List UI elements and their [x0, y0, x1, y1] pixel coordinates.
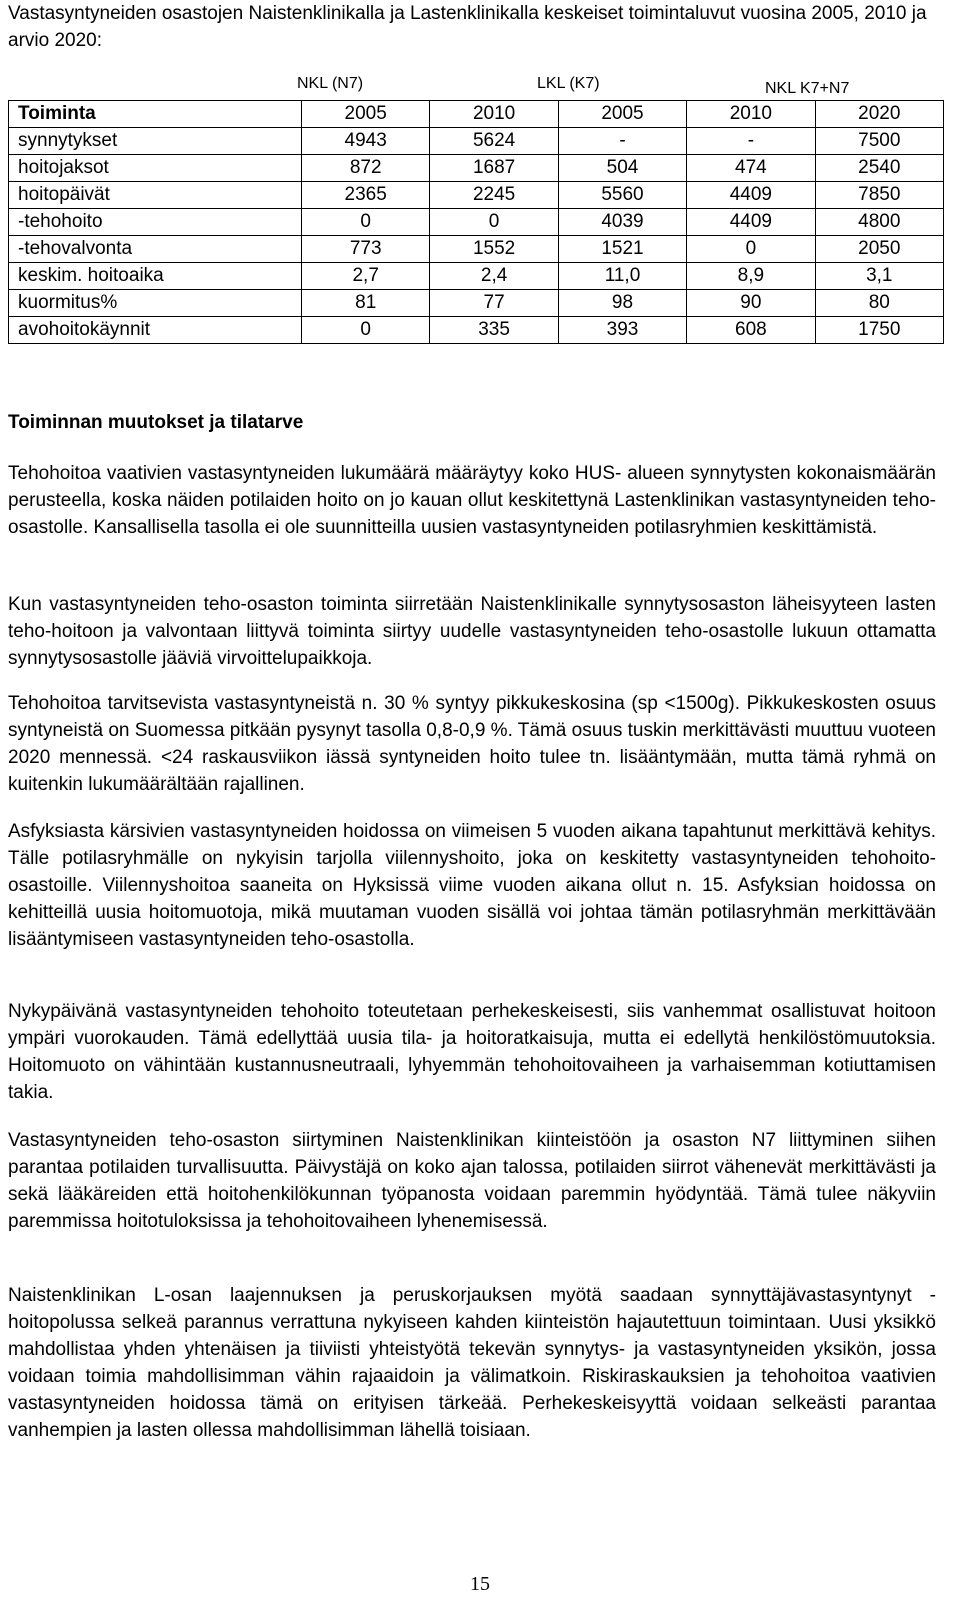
column-header: 2005	[302, 101, 430, 128]
table-cell: 0	[302, 317, 430, 344]
section-heading: Toiminnan muutokset ja tilatarve	[8, 412, 304, 433]
group-header-combined: NKL K7+N7	[765, 80, 850, 97]
table-cell: -	[687, 128, 815, 155]
table-cell: 77	[430, 290, 558, 317]
row-label: hoitopäivät	[9, 182, 302, 209]
page-number: 15	[470, 1573, 490, 1595]
table-cell: 773	[302, 236, 430, 263]
column-header: Toiminta	[9, 101, 302, 128]
column-header: 2020	[815, 101, 943, 128]
table-cell: 335	[430, 317, 558, 344]
table-header-row	[9, 101, 944, 128]
table-row	[9, 209, 944, 236]
table-cell: 1750	[815, 317, 943, 344]
table-cell: 4943	[302, 128, 430, 155]
table-row	[9, 182, 944, 209]
row-label: -tehohoito	[9, 209, 302, 236]
table-cell: 7850	[815, 182, 943, 209]
column-header: 2010	[430, 101, 558, 128]
table-cell: 2,7	[302, 263, 430, 290]
table-cell: 393	[558, 317, 686, 344]
table-cell: 11,0	[558, 263, 686, 290]
table-cell: 98	[558, 290, 686, 317]
table-cell: 3,1	[815, 263, 943, 290]
group-header-lkl: LKL (K7)	[537, 75, 600, 92]
row-label: avohoitokäynnit	[9, 317, 302, 344]
column-header: 2005	[558, 101, 686, 128]
table-cell: 474	[687, 155, 815, 182]
table-cell: 2245	[430, 182, 558, 209]
table-row	[9, 317, 944, 344]
table-cell: 4409	[687, 209, 815, 236]
body-paragraph: Kun vastasyntyneiden teho-osaston toiminta siirretään Naistenklinikalle synnytysosaston läheisyyteen lasten teho-hoitoon ja valvontaan liittyvä toiminta siirtyy uudelle vastasyntyneiden teho-osastolle lukuun ottamatta synnytysosastolle jääviä virvoittelupaikkoja.	[8, 594, 936, 669]
table-cell: 872	[302, 155, 430, 182]
table-cell: 4409	[687, 182, 815, 209]
table-cell: 2050	[815, 236, 943, 263]
body-paragraph: Asfyksiasta kärsivien vastasyntyneiden hoidossa on viimeisen 5 vuoden aikana tapahtunut merkittävä kehitys. Tälle potilasryhmälle on nykyisin tarjolla viilennyshoito, joka on keskitetty vastasyntyneiden tehohoito-osastoille. Viilennyshoitoa saaneita on Hyksissä viime vuoden aikana ollut n. 15. Asfyksian hoidossa on kehitteillä uusia hoitomuotoja, mikä muutaman vuoden sisällä voi johtaa tämän potilasryhmän merkittävään lisääntymiseen vastasyntyneiden teho-osastolla.	[8, 821, 936, 950]
body-paragraph: Tehohoitoa tarvitsevista vastasyntyneistä n. 30 % syntyy pikkukeskosina (sp <1500g). Pikkukeskosten osuus syntyneistä on Suomessa pitkään pysynyt tasolla 0,8-0,9 %. Tämä osuus tuskin merkittävästi muuttuu vuoteen 2020 mennessä. <24 raskausviikon iässä syntyneiden hoito tulee tn. lisääntymään, mutta tämä ryhmä on kuitenkin lukumäärältään rajallinen.	[8, 693, 936, 795]
table-cell: 81	[302, 290, 430, 317]
table-row	[9, 155, 944, 182]
body-paragraph: Naistenklinikan L-osan laajennuksen ja peruskorjauksen myötä saadaan synnyttäjävastasyntynyt - hoitopolussa selkeä parannus verrattuna nykyiseen kahden kiinteistön hajautettuun toimintaan. Uusi yksikkö mahdollistaa yhden yhtenäisen ja tiiviisti yhteistyötä tekevän synnytys- ja vastasyntyneiden yksikön, jossa voidaan toimia mahdollisimman vähin rajaaidoin ja välimatkoin. Riskiraskauksien ja tehohoitoa vaativien vastasyntyneiden hoidossa tämä on erityisen tärkeää. Perhekeskeisyyttä voidaan selkeästi parantaa vanhempien ja lasten ollessa mahdollisimman lähellä toisiaan.	[8, 1285, 936, 1441]
row-label: kuormitus%	[9, 290, 302, 317]
row-label: keskim. hoitoaika	[9, 263, 302, 290]
table-body	[9, 128, 944, 344]
table-cell: -	[558, 128, 686, 155]
table-cell: 1552	[430, 236, 558, 263]
table-cell: 0	[302, 209, 430, 236]
intro-text: Vastasyntyneiden osastojen Naistenklinikalla ja Lastenklinikalla keskeiset toimintaluvut vuosina 2005, 2010 ja arvio 2020:	[8, 3, 927, 51]
table-cell: 7500	[815, 128, 943, 155]
table-cell: 4800	[815, 209, 943, 236]
table-row	[9, 290, 944, 317]
row-label: hoitojaksot	[9, 155, 302, 182]
table-cell: 0	[430, 209, 558, 236]
table-row	[9, 263, 944, 290]
table-row	[9, 236, 944, 263]
row-label: -tehovalvonta	[9, 236, 302, 263]
table-cell: 2540	[815, 155, 943, 182]
table-cell: 5560	[558, 182, 686, 209]
column-header: 2010	[687, 101, 815, 128]
table-cell: 80	[815, 290, 943, 317]
body-paragraph: Tehohoitoa vaativien vastasyntyneiden lukumäärä määräytyy koko HUS- alueen synnytysten kokonaismäärän perusteella, koska näiden potilaiden hoito on jo kauan ollut keskitettynä Lastenklinikan vastasyntyneiden teho-osastolle. Kansallisella tasolla ei ole suunnitteilla uusien vastasyntyneiden potilasryhmien keskittämistä.	[8, 463, 936, 538]
table-cell: 1521	[558, 236, 686, 263]
table-cell: 504	[558, 155, 686, 182]
body-paragraph: Vastasyntyneiden teho-osaston siirtyminen Naistenklinikan kiinteistöön ja osaston N7 liittyminen siihen parantaa potilaiden turvallisuutta. Päivystäjä on koko ajan talossa, potilaiden siirrot vähenevät merkittävästi ja sekä lääkäreiden että hoitohenkilökunnan työpanosta voidaan paremmin hyödyntää. Tämä tulee näkyviin paremmissa hoitotuloksissa ja tehohoitovaiheen lyhenemisessä.	[8, 1130, 936, 1232]
table-cell: 1687	[430, 155, 558, 182]
table-cell: 4039	[558, 209, 686, 236]
body-paragraph: Nykypäivänä vastasyntyneiden tehohoito toteutetaan perhekeskeisesti, siis vanhemmat osallistuvat hoitoon ympäri vuorokauden. Tämä edellyttää uusia tila- ja hoitoratkaisuja, mutta ei edellytä henkilöstömuutoksia. Hoitomuoto on vähintään kustannusneutraali, lyhyemmän tehohoitovaiheen ja varhaisemman kotiuttamisen takia.	[8, 1001, 936, 1103]
table-cell: 2365	[302, 182, 430, 209]
table-cell: 2,4	[430, 263, 558, 290]
table-cell: 608	[687, 317, 815, 344]
table-cell: 8,9	[687, 263, 815, 290]
table-cell: 0	[687, 236, 815, 263]
table-row	[9, 128, 944, 155]
table-cell: 5624	[430, 128, 558, 155]
statistics-table	[8, 100, 944, 344]
group-header-nkl: NKL (N7)	[297, 75, 364, 92]
row-label: synnytykset	[9, 128, 302, 155]
table-cell: 90	[687, 290, 815, 317]
